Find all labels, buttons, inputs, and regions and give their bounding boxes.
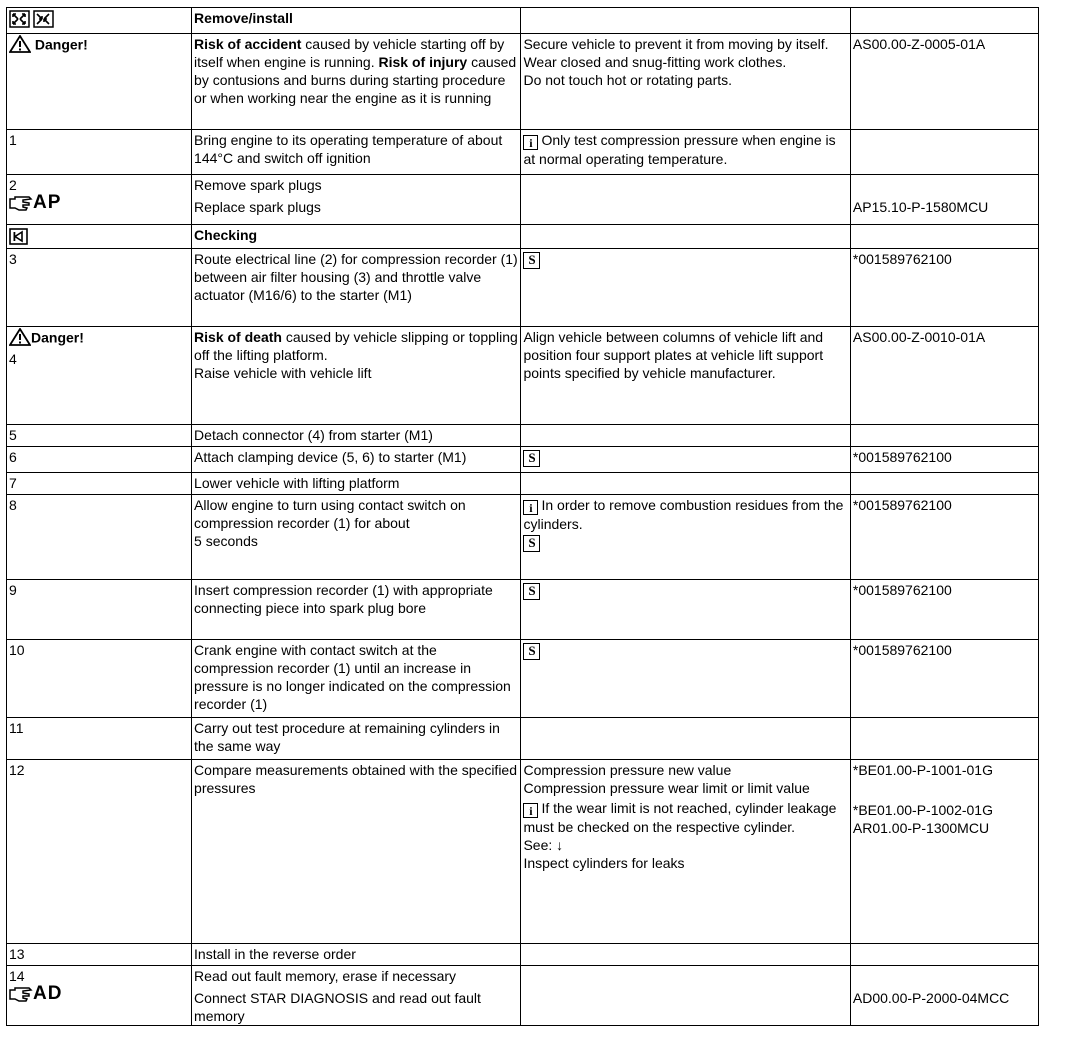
inspect-link[interactable]: Inspect cylinders for leaks (523, 855, 685, 871)
step-text: Attach clamping device (5, 6) to starter (M1) (194, 449, 467, 465)
step-number: 13 (9, 946, 25, 962)
ad-label: AD (33, 983, 63, 1004)
reference-link[interactable]: AD00.00-P-2000-04MCC (852, 990, 1010, 1006)
table-row (7, 175, 1039, 225)
remove-install-icon (9, 10, 55, 28)
procedure-table (6, 7, 1039, 1026)
section-title: Remove/install (194, 10, 293, 26)
reference-link[interactable]: *BE01.00-P-1001-01G (852, 762, 993, 778)
special-tool-icon: S (523, 252, 540, 269)
reference-link[interactable]: AS00.00-Z-0010-01A (852, 329, 986, 345)
step-text: Allow engine to turn using contact switch on compression recorder (1) for about (194, 497, 466, 531)
table-row (7, 760, 1039, 944)
step-number: 12 (9, 762, 25, 778)
step-number: 10 (9, 642, 25, 658)
special-tool-icon: S (523, 450, 540, 467)
table-row (7, 718, 1039, 760)
ap-label: AP (33, 192, 62, 213)
section-title: Checking (194, 227, 258, 243)
step-number: 7 (9, 475, 17, 491)
step-text: Detach connector (4) from starter (M1) (194, 427, 433, 443)
danger-description: Risk of death caused by vehicle slipping or toppling off the lifting platform. (194, 329, 518, 363)
warning-triangle-icon (9, 328, 31, 350)
reference-link[interactable]: *BE01.00-P-1002-01G (852, 802, 993, 818)
step-text: Insert compression recorder (1) with appropriate connecting piece into spark plug bore (194, 582, 493, 616)
warning-triangle-icon (9, 35, 31, 57)
step-number: 6 (9, 449, 17, 465)
table-row (7, 34, 1039, 130)
reference-link[interactable]: AR01.00-P-1300MCU (852, 820, 990, 836)
reference-link[interactable]: *001589762100 (852, 497, 952, 513)
note-text: Only test compression pressure when engine is at normal operating temperature. (523, 132, 836, 167)
remove-install-icons (7, 8, 192, 34)
step-text: Install in the reverse order (194, 946, 356, 962)
info-icon: i (523, 135, 538, 150)
table-row (7, 447, 1039, 473)
table-row (7, 495, 1039, 580)
table-row (7, 130, 1039, 175)
danger-measures: Secure vehicle to prevent it from moving by itself. Wear closed and snug-fitting work clothes. Do not touch hot or rotating parts. (521, 34, 850, 130)
step-text: Lower vehicle with lifting platform (194, 475, 400, 491)
reference-link[interactable]: AS00.00-Z-0005-01A (852, 36, 986, 52)
table-row (7, 473, 1039, 495)
note-text: If the wear limit is not reached, cylinder leakage must be checked on the respective cylinder. (523, 800, 837, 835)
step-text: Connect STAR DIAGNOSIS and read out fault memory (194, 990, 481, 1024)
reference-link[interactable]: *001589762100 (852, 449, 952, 465)
see-label: See: ↓ (523, 837, 564, 853)
table-row (7, 249, 1039, 327)
step-number: 11 (9, 720, 24, 736)
table-row (7, 327, 1039, 425)
step-number: 2 (9, 177, 17, 193)
step-text: Compare measurements obtained with the specified pressures (194, 762, 517, 796)
reference-link[interactable]: *001589762100 (852, 582, 952, 598)
info-icon: i (523, 803, 538, 818)
special-tool-icon: S (523, 643, 540, 660)
pointing-hand-icon (9, 195, 33, 213)
danger-label: Danger! (31, 329, 84, 346)
special-tool-icon: S (523, 535, 540, 552)
table-row (7, 966, 1039, 1026)
step-number: 14 (9, 968, 25, 984)
danger-description: Risk of accident caused by vehicle starting off by itself when engine is running. Risk of injury caused by contusions and burns during starting procedure or when working near the engine as it is running (192, 34, 521, 130)
step-number: 9 (9, 582, 17, 598)
table-row (7, 640, 1039, 718)
step-number: 1 (9, 132, 17, 148)
table-row (7, 8, 1039, 34)
step-text: Route electrical line (2) for compression recorder (1) between air filter housing (3) and throttle valve actuator (M16/6) to the starter (M1) (194, 251, 518, 303)
danger-measures: Align vehicle between columns of vehicle lift and position four support plates at vehicle lift support points specified by vehicle manufacturer. (523, 329, 824, 381)
spec-wear-limit: Compression pressure wear limit or limit value (523, 780, 810, 796)
spec-new-value: Compression pressure new value (523, 762, 732, 778)
step-text: Carry out test procedure at remaining cylinders in the same way (194, 720, 500, 754)
pointing-hand-icon (9, 986, 33, 1004)
step-text: Read out fault memory, erase if necessary (194, 968, 457, 984)
step-number: 4 (9, 351, 17, 367)
step-text: Replace spark plugs (194, 199, 321, 215)
step-number: 8 (9, 497, 17, 513)
table-row (7, 425, 1039, 447)
step-text: Remove spark plugs (194, 177, 322, 193)
step-text: Crank engine with contact switch at the compression recorder (1) until an increase in pressure is no longer indicated on the compression recorder (1) (194, 642, 511, 712)
step-text: Bring engine to its operating temperature of about 144°C and switch off ignition (194, 132, 503, 166)
reference-link[interactable]: AP15.10-P-1580MCU (852, 199, 989, 215)
step-number: 5 (9, 427, 17, 443)
special-tool-icon: S (523, 583, 540, 600)
info-icon: i (523, 500, 538, 515)
table-row (7, 580, 1039, 640)
step-text: Raise vehicle with vehicle lift (194, 365, 372, 381)
reference-link[interactable]: *001589762100 (852, 642, 952, 658)
table-row (7, 944, 1039, 966)
step-number: 3 (9, 251, 17, 267)
checking-icon (9, 228, 28, 245)
reference-link[interactable]: *001589762100 (852, 251, 952, 267)
table-row (7, 225, 1039, 249)
note-text: In order to remove combustion residues from the cylinders. (523, 497, 844, 532)
danger-label: Danger! (34, 36, 88, 53)
step-text: 5 seconds (194, 533, 258, 549)
